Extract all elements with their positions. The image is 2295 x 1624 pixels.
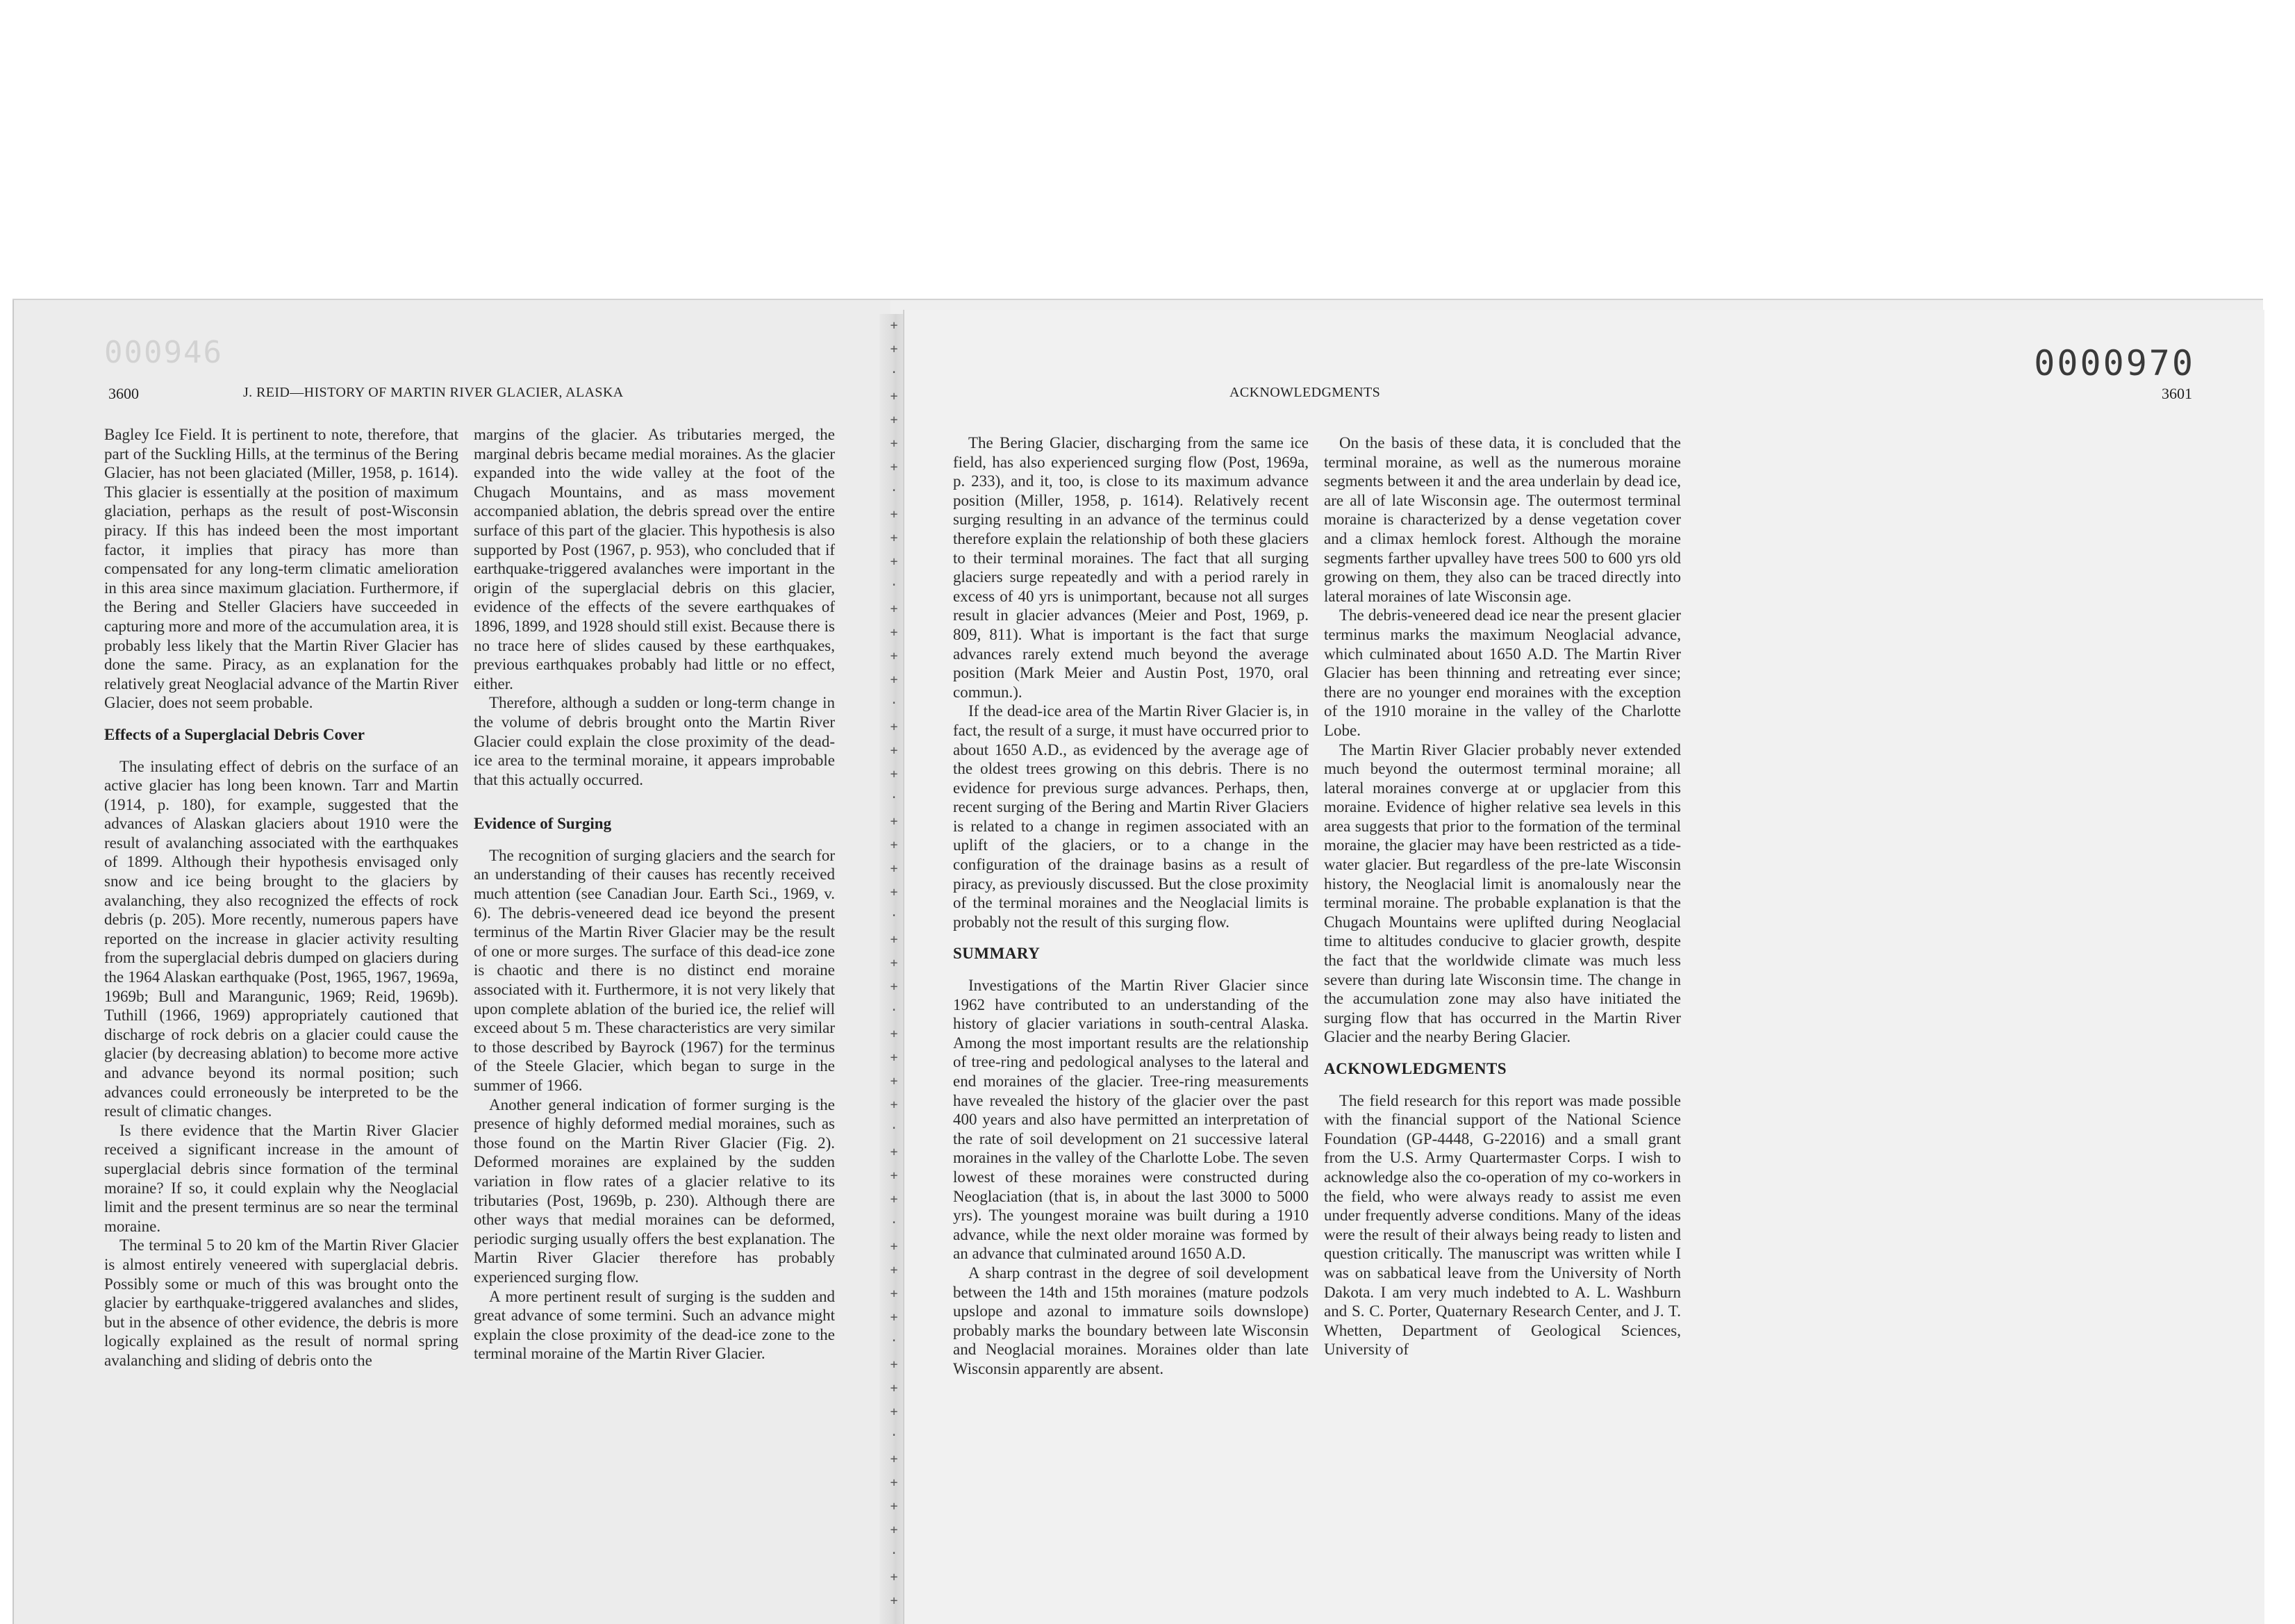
text-column-2 (474, 425, 835, 1364)
text-column-2 (1324, 433, 1681, 1359)
section-heading: SUMMARY (953, 945, 1041, 963)
text-column-1 (953, 433, 1309, 1379)
page-number: 3600 (108, 385, 139, 402)
section-heading: Effects of a Superglacial Debris Cover (104, 725, 365, 743)
ghost-stamp: 000946 (104, 335, 223, 370)
paragraph: The terminal 5 to 20 km of the Martin River Glacier is almost entirely veneered with superglacial debris. Possibly some or much of this was brought onto the glacier by earthquake-triggered avalanches and slides, but in the absence of other evidence, the debris is more logically explained as the result of normal spring avalanching and sliding of debris onto the (104, 1236, 458, 1369)
paragraph: A more pertinent result of surging is the sudden and great advance of some termini. Such an advance might explain the close proximity of the dead-ice zone to the terminal moraine of the Martin River Glacier. (474, 1287, 835, 1363)
paragraph: Bagley Ice Field. It is pertinent to note, therefore, that part of the Suckling Hills, at the terminus of the Bering Glacier, has not been glaciated (Miller, 1958, p. 1614). This glacier is essentially at the position of maximum glaciation, perhaps as the result of post-Wisconsin piracy. If this has indeed been the most important factor, it implies that piracy has more than compensated for any long-term climatic amelioration in this area since maximum glaciation. Furthermore, if the Bering and Steller Glaciers have succeeded in capturing more and more of the accumulation area, it is probably less likely that the Martin River Glacier has done the same. Piracy, as an explanation for the relatively great Neoglacial advance of the Martin River Glacier, does not seem probable. (104, 426, 458, 712)
paragraph: The insulating effect of debris on the surface of an active glacier has long been known. Tarr and Martin (1914, p. 180), for example, suggested that the advances of Alaskan glaciers about 1910 were the result of avalanching associated with the earthquakes of 1899. Although their hypothesis envisaged only snow and ice being brought to the glaciers by avalanching, they also recognized the effects of rock debris (p. 205). More recently, numerous papers have reported on the increase in glacier activity resulting from the superglacial debris dumped on glaciers during the 1964 Alaskan earthquake (Post, 1965, 1967, 1969a, 1969b; Bull and Marangunic, 1969; Reid, 1969b). Tuthill (1966, 1969) appropriately cautioned that discharge of rock debris on a glacier could cause the glacier (by decreasing ablation) to become more active and advance beyond its normal position; such advances could erroneously be interpreted to be the result of climatic changes. (104, 757, 458, 1120)
document-stamp: 0000970 (2034, 343, 2195, 383)
text-column-1 (104, 425, 458, 1370)
paragraph: The Bering Glacier, discharging from the same ice field, has also experienced surging flow (Post, 1969a, p. 233), and it, too, is close to its maximum advance position (Miller, 1958, p. 1614). Relatively recent surging resulting in an advance of the terminus could therefore explain the relationship of both these glaciers to their terminal moraines. The fact that all surging glaciers surge repeatedly and with a period rarely in excess of 40 yrs is unimportant, because not all surges result in glacier advances (Meier and Post, 1969, p. 809, 811). What is important is the fact that surge advances rarely extend much beyond the average position (Mark Meier and Austin Post, 1970, oral commun.). (953, 434, 1309, 701)
paragraph: Another general indication of former surging is the presence of highly deformed medial moraines, such as those found on the Martin River Glacier (Fig. 2). Deformed moraines are explained by the sudden variation in flow rates of a glacier relative to its tributaries (Post, 1969b, p. 230). Although there are other ways that medial moraines can be deformed, periodic surging usually offers the best explanation. The Martin River Glacier therefore has probably experienced surging flow. (474, 1095, 835, 1286)
paragraph: Is there evidence that the Martin River Glacier received a significant increase in the amount of superglacial debris since formation of the terminal moraine? If so, it could explain why the Neoglacial limit and the present terminus are so near the terminal moraine. (104, 1121, 458, 1235)
left-page (13, 300, 890, 1624)
book-spread (13, 299, 2263, 1624)
section-heading: Evidence of Surging (474, 815, 612, 833)
running-head: ACKNOWLEDGMENTS (1229, 385, 1381, 400)
page-number: 3601 (2162, 385, 2192, 402)
paragraph: The Martin River Glacier probably never extended much beyond the outermost terminal moraine; all lateral moraines converge at or upglacier from this moraine. Evidence of higher relative sea levels in this area suggests that prior to the formation of the terminal moraine, the glacier may have been restricted as a tide-water glacier. But regardless of the pre-late Wisconsin history, the Neoglacial limit is anomalously near the terminal moraine. The probable explanation is that the Chugach Mountains were uplifted during Neoglacial time to altitudes conducive to glacier growth, despite the fact that the worldwide climate was much less severe than during late Wisconsin time. The change in the accumulation zone may also have initiated the surging flow that has occurred in the Martin River Glacier and the nearby Bering Glacier. (1324, 740, 1681, 1046)
paragraph: If the dead-ice area of the Martin River Glacier is, in fact, the result of a surge, it must have occurred prior to about 1650 A.D., as evidenced by the average age of the oldest trees growing on this debris. There is no evidence for previous surge advances. Perhaps, then, recent surging of the Bering and Martin River Glaciers is related to a change in regimen associated with an uplift of the glaciers, or to a change in the configuration of the drainage basins as a result of piracy, as previously discussed. But the close proximity of the terminal moraines and the Neoglacial limits is probably not the result of this surging flow. (953, 702, 1309, 931)
paragraph: margins of the glacier. As tributaries merged, the marginal debris became medial moraines. As the glacier expanded into the wide valley at the foot of the Chugach Mountains, and as mass movement accompanied ablation, the debris spread over the entire surface of this part of the glacier. This hypothesis is also supported by Post (1967, p. 953), who concluded that if earthquake-triggered avalanches were important in the origin of the superglacial debris on this glacier, evidence of the effects of the severe earthquakes of 1896, 1899, and 1928 should still exist. Because there is no trace here of slides caused by these earthquakes, previous earthquakes probably had little or no effect, either. (474, 426, 835, 693)
running-head: J. REID—HISTORY OF MARTIN RIVER GLACIER, ALASKA (243, 385, 624, 400)
right-page (903, 310, 2264, 1624)
section-heading: ACKNOWLEDGMENTS (1324, 1060, 1507, 1077)
paragraph: The recognition of surging glaciers and the search for an understanding of their causes has recently received much attention (see Canadian Jour. Earth Sci., 1969, v. 6). The debris-veneered dead ice beyond the present terminus of the Martin River Glacier may be the result of one or more surges. The surface of this dead-ice zone is chaotic and there is no distinct end moraine associated with it. Furthermore, it is not very likely that upon complete ablation of the buried ice, the relief will exceed about 5 m. These characteristics are very similar to those described by Bayrock (1967) for the terminus of the Steele Glacier, which began to surge in the summer of 1966. (474, 846, 835, 1094)
paragraph: On the basis of these data, it is concluded that the terminal moraine, as well as the numerous moraine segments between it and the area underlain by dead ice, are all of late Wisconsin age. The outermost terminal moraine is characterized by a dense vegetation cover and a climax hemlock forest. Although the moraine segments farther upvalley have trees 500 to 600 yrs old growing on them, they also can be traced directly into lateral moraines of late Wisconsin age. (1324, 434, 1681, 605)
paragraph: A sharp contrast in the degree of soil development between the 14th and 15th moraines (mature podzols upslope and azonal to immature soils downslope) probably marks the boundary between late Wisconsin and Neoglacial moraines. Moraines older than late Wisconsin apparently are absent. (953, 1263, 1309, 1377)
spiral-binding: + + · + + + + · + + + · + + + + · + + + · + + + + · + + + · + + + + · + + + · + + + + · + + + · + + + + · + + (879, 314, 909, 1624)
paragraph: Therefore, although a sudden or long-term change in the volume of debris brought onto the Martin River Glacier could explain the close proximity of the dead-ice area to the terminal moraine, it appears improbable that this actually occurred. (474, 694, 835, 788)
paragraph: The debris-veneered dead ice near the present glacier terminus marks the maximum Neoglacial advance, which culminated about 1650 A.D. The Martin River Glacier has been thinning and retreating ever since; there are no younger end moraines with the exception of the 1910 moraine in the valley of the Charlotte Lobe. (1324, 606, 1681, 739)
paragraph: The field research for this report was made possible with the financial support of the National Science Foundation (GP-4448, G-22016) and a small grant from the U.S. Army Quartermaster Corps. I wish to acknowledge also the co-operation of my co-workers in the field, who were always ready to assist me even under frequently adverse conditions. Many of the ideas were the result of their always being ready to listen and question critically. The manuscript was written while I was on sabbatical leave from the University of North Dakota. I am very much indebted to A. L. Washburn and S. C. Porter, Quaternary Research Center, and J. T. Whetten, Department of Geological Sciences, University of (1324, 1091, 1681, 1359)
paragraph: Investigations of the Martin River Glacier since 1962 have contributed to an understanding of the history of glacier variations in south-central Alaska. Among the most important results are the relationship of tree-ring and pedological analyses to the lateral and end moraines of the glacier. Tree-ring measurements have revealed the history of the glacier over the past 400 years and also have permitted an interpretation of the rate of soil development on 21 successive lateral moraines in the valley of the Charlotte Lobe. The seven lowest of these moraines were constructed during Neoglaciation (that is, in about the last 3000 to 5000 yrs). The youngest moraine was built during a 1910 advance, while the next older moraine was formed by an advance that culminated around 1650 A.D. (953, 977, 1309, 1263)
